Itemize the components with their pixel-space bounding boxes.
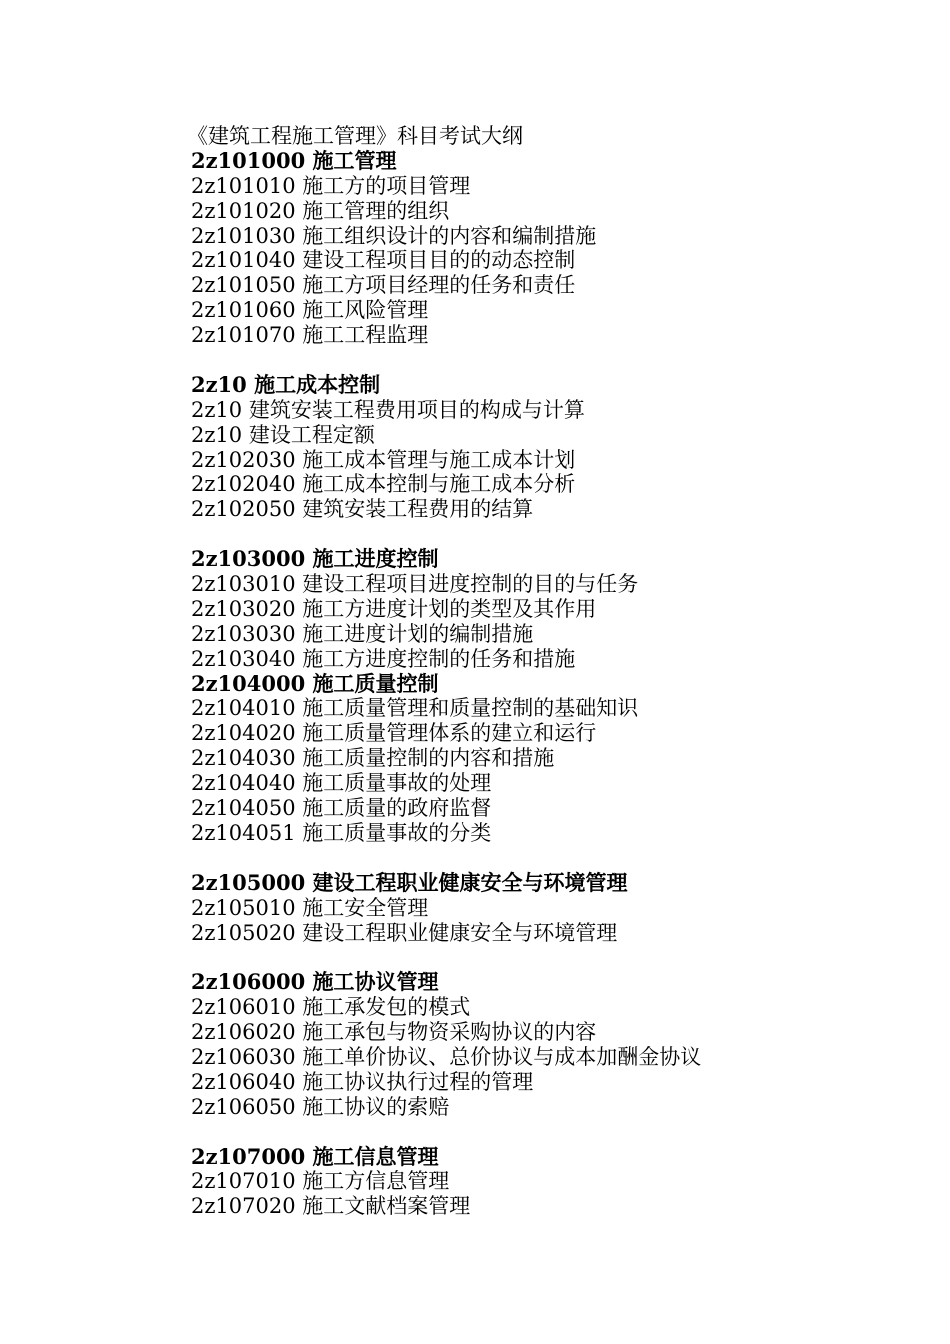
section-item: 2z106030 施工单价协议、总价协议与成本加酬金协议 [191, 1044, 702, 1069]
section-heading: 2z106000 施工协议管理 [191, 969, 439, 995]
section-heading: 2z101000 施工管理 [191, 147, 397, 173]
section-item: 2z106040 施工协议执行过程的管理 [191, 1069, 534, 1094]
section-item: 2z103030 施工进度计划的编制措施 [191, 621, 534, 646]
blank-line [191, 1120, 891, 1145]
section-heading: 2z103000 施工进度控制 [191, 546, 439, 572]
section-item: 2z101010 施工方的项目管理 [191, 173, 471, 198]
section-item: 2z10 建设工程定额 [191, 422, 375, 447]
blank-line [191, 522, 891, 547]
document-title: 《建筑工程施工管理》科目考试大纲 [187, 124, 523, 148]
section-item: 2z103020 施工方进度计划的类型及其作用 [191, 596, 597, 621]
document-body [187, 124, 891, 1219]
section-heading: 2z104000 施工质量控制 [191, 670, 439, 696]
section-item: 2z102030 施工成本管理与施工成本计划 [191, 447, 576, 472]
blank-line [191, 945, 891, 970]
section-item: 2z106020 施工承包与物资采购协议的内容 [191, 1020, 597, 1045]
section-item: 2z105020 建设工程职业健康安全与环境管理 [191, 920, 618, 945]
section-item: 2z104030 施工质量控制的内容和措施 [191, 746, 555, 771]
section-item: 2z103010 建设工程项目进度控制的目的与任务 [191, 572, 639, 597]
section-item: 2z104051 施工质量事故的分类 [191, 820, 492, 845]
section-item: 2z10 建筑安装工程费用项目的构成与计算 [191, 397, 585, 422]
section-item: 2z107010 施工方信息管理 [191, 1169, 450, 1194]
section-item: 2z102040 施工成本控制与施工成本分析 [191, 472, 576, 497]
section-item: 2z106010 施工承发包的模式 [191, 995, 471, 1020]
blank-line [191, 846, 891, 871]
section-item: 2z101030 施工组织设计的内容和编制措施 [191, 223, 597, 248]
section-item: 2z101070 施工工程监理 [191, 323, 429, 348]
section-heading: 2z105000 建设工程职业健康安全与环境管理 [191, 869, 628, 895]
section-item: 2z104020 施工质量管理体系的建立和运行 [191, 721, 597, 746]
section-item: 2z104040 施工质量事故的处理 [191, 771, 492, 796]
section-item: 2z107020 施工文献档案管理 [191, 1194, 471, 1219]
section-item: 2z101040 建设工程项目目的的动态控制 [191, 248, 576, 273]
section-heading: 2z107000 施工信息管理 [191, 1143, 439, 1169]
blank-line [191, 348, 891, 373]
section-item: 2z104050 施工质量的政府监督 [191, 796, 492, 821]
section-item: 2z101020 施工管理的组织 [191, 198, 450, 223]
section-item: 2z103040 施工方进度控制的任务和措施 [191, 646, 576, 671]
section-item: 2z102050 建筑安装工程费用的结算 [191, 497, 534, 522]
section-item: 2z104010 施工质量管理和质量控制的基础知识 [191, 696, 639, 721]
section-heading: 2z10 施工成本控制 [191, 371, 381, 397]
section-item: 2z101050 施工方项目经理的任务和责任 [191, 273, 576, 298]
section-item: 2z106050 施工协议的索赔 [191, 1094, 450, 1119]
section-item: 2z105010 施工安全管理 [191, 895, 429, 920]
section-item: 2z101060 施工风险管理 [191, 298, 429, 323]
